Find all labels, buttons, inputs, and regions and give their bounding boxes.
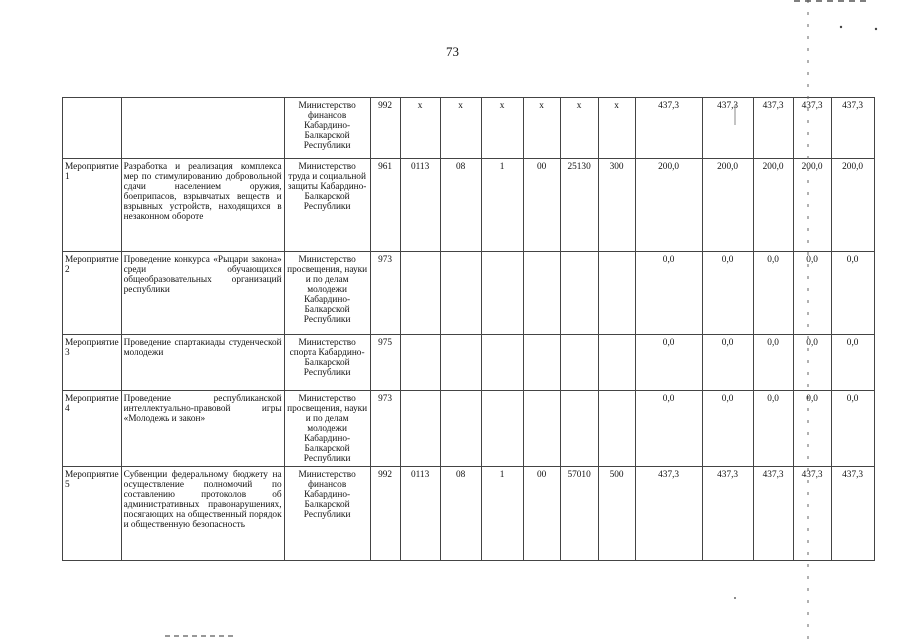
- rz-cell: 0113: [400, 159, 440, 252]
- target-code-3-cell: х: [560, 98, 598, 159]
- amount-cell: 0,0: [635, 391, 702, 467]
- scan-dot: [875, 28, 877, 30]
- event-cell: Мероприятие 5: [63, 467, 122, 561]
- target-code-2-cell: 00: [523, 159, 560, 252]
- executor-cell: Министерство труда и социальной защиты Кабардино-Балкарской Республики: [284, 159, 370, 252]
- amount-cell: 0,0: [753, 252, 793, 335]
- vr-cell: 500: [598, 467, 635, 561]
- amount-cell: 0,0: [702, 391, 753, 467]
- amount-cell: 200,0: [635, 159, 702, 252]
- rz-cell: х: [400, 98, 440, 159]
- executor-cell: Министерство спорта Кабардино-Балкарской Республики: [284, 335, 370, 391]
- event-name-cell: Субвенции федеральному бюджету на осуществление полномочий по составлению протоколов об административных правонарушениях, посягающих на общественный порядок и общественную безопасность: [121, 467, 284, 561]
- amount-cell: 0,0: [635, 252, 702, 335]
- executor-cell: Министерство финансов Кабардино-Балкарской Республики: [284, 467, 370, 561]
- amount-cell: 437,3: [793, 467, 831, 561]
- amount-cell: 437,3: [793, 98, 831, 159]
- vr-cell: 300: [598, 159, 635, 252]
- amount-cell: 0,0: [831, 252, 874, 335]
- amount-cell: 0,0: [793, 335, 831, 391]
- amount-cell: 0,0: [793, 252, 831, 335]
- target-code-3-cell: 25130: [560, 159, 598, 252]
- target-code-1-cell: 1: [481, 467, 523, 561]
- grbs-cell: 961: [370, 159, 400, 252]
- event-cell: Мероприятие 4: [63, 391, 122, 467]
- pr-cell: 08: [440, 467, 481, 561]
- event-cell: Мероприятие 2: [63, 252, 122, 335]
- grbs-cell: 992: [370, 98, 400, 159]
- rz-cell: 0113: [400, 467, 440, 561]
- amount-cell: 0,0: [793, 391, 831, 467]
- pr-cell: х: [440, 98, 481, 159]
- target-code-3-cell: 57010: [560, 467, 598, 561]
- event-name-cell: Проведение республиканской интеллектуально-правовой игры «Молодежь и закон»: [121, 391, 284, 467]
- grbs-cell: 975: [370, 335, 400, 391]
- page-number: 73: [446, 44, 459, 59]
- event-name-cell: Проведение спартакиады студенческой молодежи: [121, 335, 284, 391]
- grbs-cell: 973: [370, 252, 400, 335]
- executor-cell: Министерство просвещения, науки и по делам молодежи Кабардино-Балкарской Республики: [284, 391, 370, 467]
- event-name-cell: Разработка и реализация комплекса мер по стимулированию добровольной сдачи населением оружия, боеприпасов, взрывчатых веществ и взрывных устройств, находящихся в незаконном обороте: [121, 159, 284, 252]
- event-cell: Мероприятие 3: [63, 335, 122, 391]
- amount-cell: 200,0: [831, 159, 874, 252]
- amount-cell: 437,3: [702, 98, 753, 159]
- amount-cell: 437,3: [831, 98, 874, 159]
- scan-dot: [840, 26, 842, 28]
- amount-cell: 0,0: [831, 335, 874, 391]
- amount-cell: 0,0: [702, 252, 753, 335]
- amount-cell: 200,0: [793, 159, 831, 252]
- target-code-2-cell: х: [523, 98, 560, 159]
- target-code-2-cell: 00: [523, 467, 560, 561]
- amount-cell: 437,3: [635, 467, 702, 561]
- scan-dot: [734, 597, 736, 599]
- amount-cell: 0,0: [702, 335, 753, 391]
- event-name-cell: Проведение конкурса «Рыцари закона» среди обучающихся общеобразовательных организаций республики: [121, 252, 284, 335]
- amount-cell: 200,0: [702, 159, 753, 252]
- pr-cell: 08: [440, 159, 481, 252]
- amount-cell: 437,3: [831, 467, 874, 561]
- grbs-cell: 973: [370, 391, 400, 467]
- amount-cell: 437,3: [753, 467, 793, 561]
- target-code-1-cell: х: [481, 98, 523, 159]
- amount-cell: 437,3: [753, 98, 793, 159]
- grbs-cell: 992: [370, 467, 400, 561]
- amount-cell: 0,0: [753, 335, 793, 391]
- amount-cell: 0,0: [753, 391, 793, 467]
- amount-cell: 0,0: [635, 335, 702, 391]
- target-code-1-cell: 1: [481, 159, 523, 252]
- amount-cell: 200,0: [753, 159, 793, 252]
- event-cell: Мероприятие 1: [63, 159, 122, 252]
- amount-cell: 437,3: [635, 98, 702, 159]
- executor-cell: Министерство просвещения, науки и по делам молодежи Кабардино-Балкарской Республики: [284, 252, 370, 335]
- vr-cell: х: [598, 98, 635, 159]
- amount-cell: 437,3: [702, 467, 753, 561]
- amount-cell: 0,0: [831, 391, 874, 467]
- executor-cell: Министерство финансов Кабардино-Балкарской Республики: [284, 98, 370, 159]
